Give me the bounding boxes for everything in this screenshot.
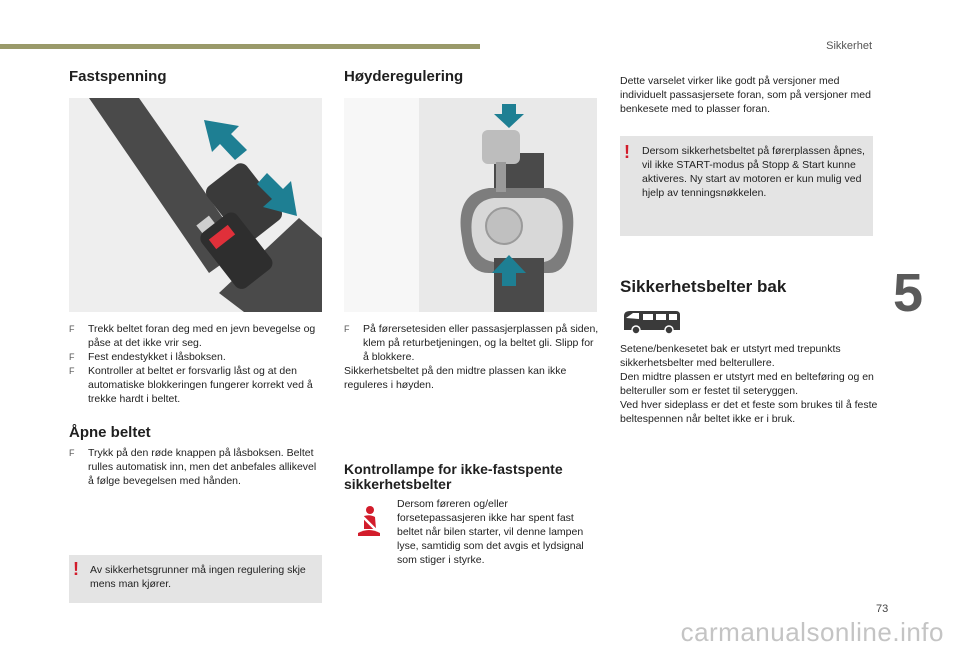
buckle-fastening-illustration xyxy=(69,98,322,312)
heading-fastspenning: Fastspenning xyxy=(69,68,167,85)
heading-belter-bak: Sikkerhetsbelter bak xyxy=(620,277,787,296)
van-icon xyxy=(621,306,683,336)
section-label: Sikkerhet xyxy=(826,40,872,52)
watermark: carmanualsonline.info xyxy=(680,617,944,647)
rear-belts-text: Setene/benkesetet bak er utstyrt med trepunkts sikkerhetsbelter med belterullere. Den midtre plassen er utstyrt med en belteføring og en belteruller som er festet til seteryggen. Ved hver sideplass er det et feste som brukes til å feste beltespennen når beltet ikke er i bruk. xyxy=(620,343,878,425)
list-item: F På førersetesiden eller passasjerplassen på siden, klem på returbetjeningen, og la beltet gli. Slipp for å blokkere. xyxy=(344,323,599,363)
height-instructions xyxy=(344,322,602,392)
list-item: F Fest endestykket i låsboksen. xyxy=(69,351,226,363)
warning-icon: ! xyxy=(624,142,630,162)
seatbelt-warning-lamp-icon xyxy=(354,505,384,539)
lamp-description: Dersom føreren og/eller forsetepassasjeren ikke har spent fast beltet når bilen starter, vil denne lampen lyse, samtidig som det avgis et lydsignal som stiger i styrke. xyxy=(397,498,584,566)
bullet-marker: F xyxy=(69,366,75,376)
heading-hoyderegulering: Høyderegulering xyxy=(344,68,464,85)
list-item: F Kontroller at beltet er forsvarlig låst og at den automatiske blokkeringen fungerer korrekt ved å trekke hardt i beltet. xyxy=(69,365,313,405)
bullet-marker: F xyxy=(69,324,75,334)
list-item: F Trykk på den røde knappen på låsboksen. Beltet rulles automatisk inn, men det anbefales allikevel å følge bevegelsen med hånden. xyxy=(69,447,317,487)
page-number: 73 xyxy=(876,603,889,615)
warning-text: Av sikkerhetsgrunner må ingen regulering skje mens man kjører. xyxy=(90,564,306,590)
buckle-fastening-drawing xyxy=(69,98,322,312)
bullet-marker: F xyxy=(344,324,350,334)
warning-text: Dersom sikkerhetsbeltet på førerplassen åpnes, vil ikke START-modus på Stopp & Start kunne aktiveres. Ny start av motoren er kun mulig ved hjelp av tenningsnøkkelen. xyxy=(642,145,865,199)
release-instructions xyxy=(69,446,324,488)
bullet-marker: F xyxy=(69,448,75,458)
list-item: F Trekk beltet foran deg med en jevn bevegelse og påse at det ikke vrir seg. xyxy=(69,323,316,349)
warning-box-stop-start xyxy=(620,136,873,236)
bullet-marker: F xyxy=(69,352,75,362)
intro-paragraph: Dette varselet virker like godt på versjoner med individuelt passasjersete foran, som på versjoner med benkesete med to plasser foran. xyxy=(620,75,871,115)
height-note: Sikkerhetsbeltet på den midtre plassen kan ikke reguleres i høyden. xyxy=(344,365,567,391)
height-adjust-drawing xyxy=(344,98,597,312)
warning-box-driving xyxy=(69,555,322,603)
chapter-number: 5 xyxy=(893,263,924,323)
height-adjust-illustration xyxy=(344,98,597,312)
heading-apne-beltet: Åpne beltet xyxy=(69,424,151,441)
heading-kontrollampe: Kontrollampe for ikke-fastspente sikkerhetsbelter xyxy=(344,461,563,492)
fastening-instructions xyxy=(69,322,324,406)
header-bar xyxy=(0,44,480,49)
warning-icon: ! xyxy=(73,559,79,579)
